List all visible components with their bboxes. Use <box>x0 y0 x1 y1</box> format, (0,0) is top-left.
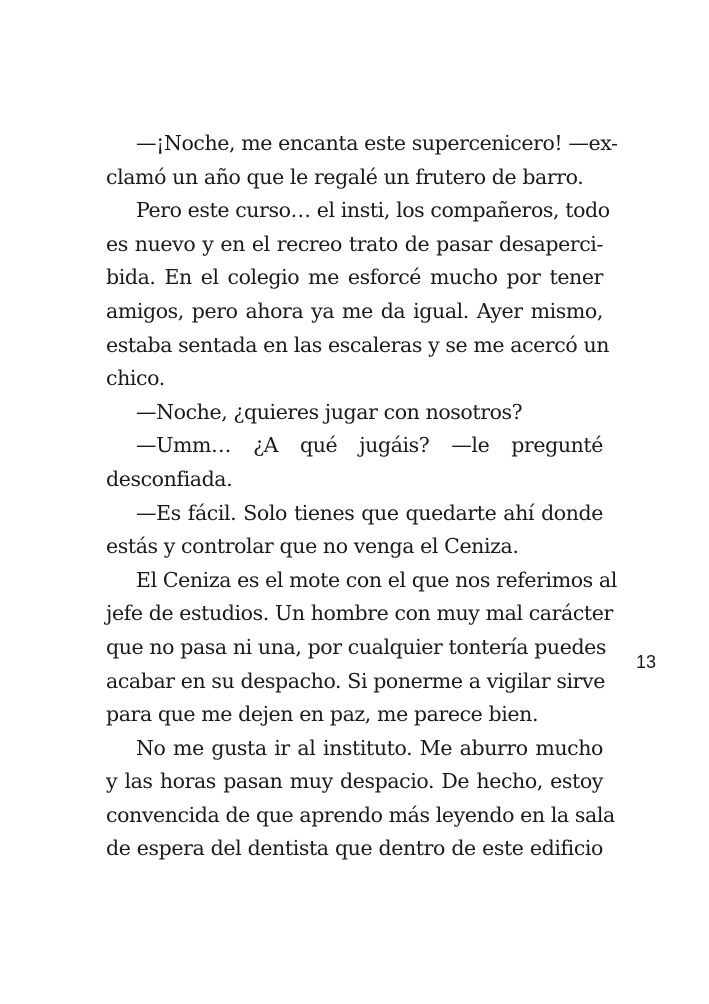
text-line: estaba sentada en las escaleras y se me acercó un <box>106 332 610 357</box>
text-line: acabar en su despacho. Si ponerme a vigilar sirve <box>106 668 605 693</box>
text-line: No me gusta ir al instituto. Me aburro mucho <box>136 735 603 760</box>
text-line: es nuevo y en el recreo trato de pasar desaperci- <box>106 231 603 256</box>
text-line: amigos, pero ahora ya me da igual. Ayer mismo, <box>106 298 603 323</box>
text-line: bida. En el colegio me esforcé mucho por tener <box>106 265 603 290</box>
text-line: El Ceniza es el mote con el que nos referimos al <box>136 567 617 592</box>
text-line: —Umm… ¿A qué jugáis? —le pregunté <box>136 433 603 458</box>
text-line: jefe de estudios. Un hombre con muy mal carácter <box>106 601 613 626</box>
text-line: y las horas pasan muy despacio. De hecho, estoy <box>106 769 603 794</box>
text-line: clamó un año que le regalé un frutero de barro. <box>106 164 584 189</box>
page-number: 13 <box>636 652 657 672</box>
text-line: chico. <box>106 366 165 391</box>
text-line: de espera del dentista que dentro de este edificio <box>106 836 603 861</box>
text-line: para que me dejen en paz, me parece bien. <box>106 702 539 727</box>
text-line: —¡Noche, me encanta este supercenicero! —ex- <box>136 131 618 155</box>
text-line: convencida de que aprendo más leyendo en la sala <box>106 802 615 827</box>
text-line: —Es fácil. Solo tienes que quedarte ahí donde <box>136 500 603 525</box>
book-page-body <box>106 127 618 866</box>
text-line: estás y controlar que no venga el Ceniza. <box>106 534 519 559</box>
text-line: que no pasa ni una, por cualquier tontería puedes <box>106 634 607 659</box>
text-line: Pero este curso… el insti, los compañeros, todo <box>136 198 610 223</box>
text-line: desconfiada. <box>106 466 233 491</box>
text-line: —Noche, ¿quieres jugar con nosotros? <box>136 399 523 424</box>
